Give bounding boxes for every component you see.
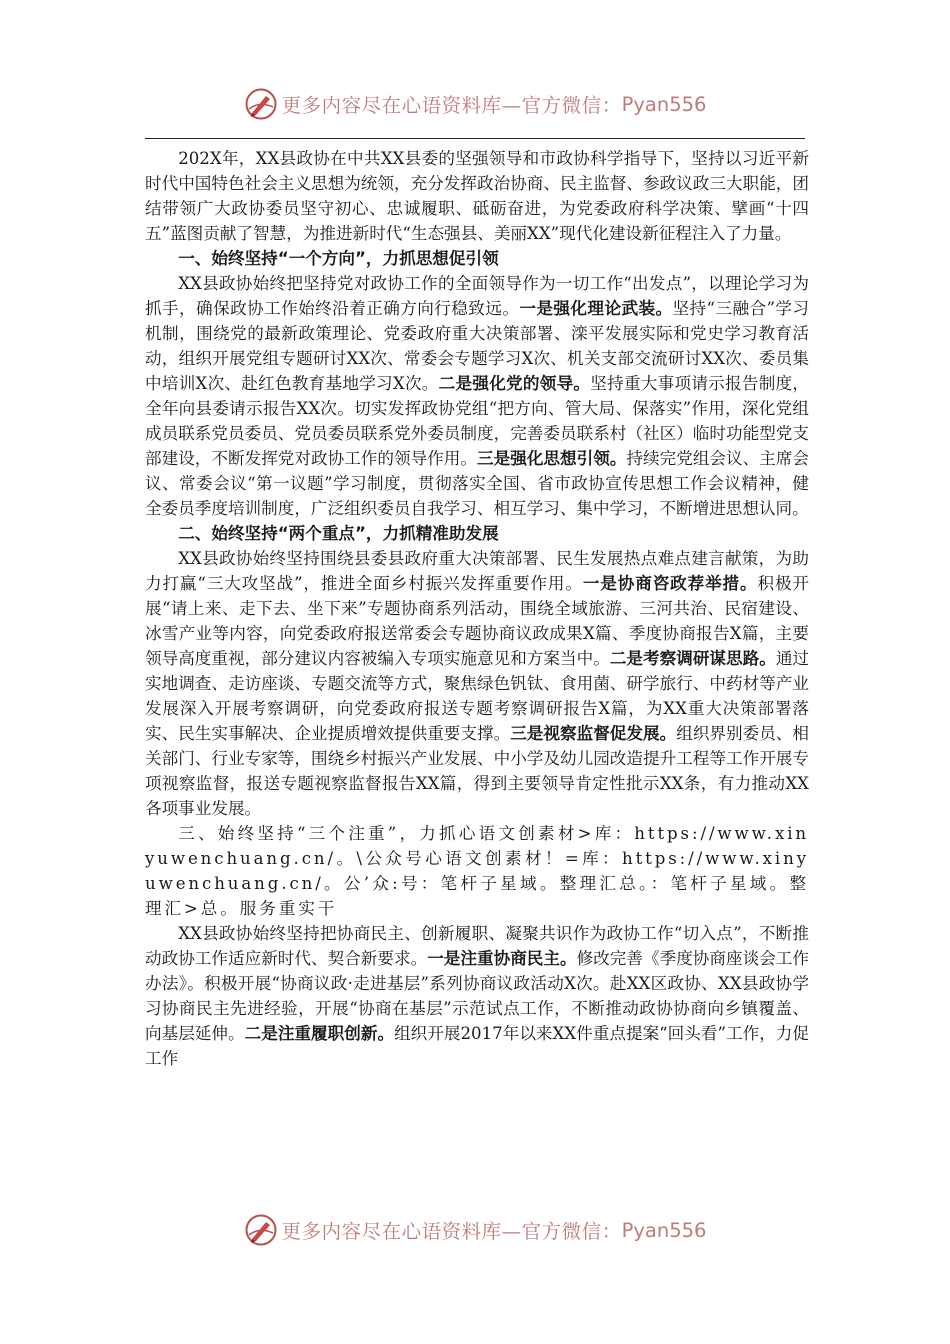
text-run: 积极开展“请上来、走下去、坐下来”专题协商系列活动，围绕全域旅游、三河共治、民宿建设、冰雪产业等内容，向党委政府报送常委会专题协商议政成果X篇、季度协商报告X篇，主要领导高度重视，部分建议内容被编入专项实施意见和方案当中。 [145,574,810,668]
text-run: 持续完党组会议、主席会议、常委会议“第一议题”学习制度，贯彻落实全国、省市政协宣传思想工作会议精神，健全委员季度培训制度，广泛组织委员自我学习、相互学习、集中学习，不断增进思想认同。 [145,449,810,518]
bold-point: 三是视察监督促发展。 [510,724,677,743]
watermark-id: Pyan556 [621,1218,707,1242]
section-3-paragraph [145,921,809,1071]
watermark-id: Pyan556 [621,92,707,116]
header-divider [145,138,805,139]
bold-point: 一是注重协商民主。 [427,949,577,968]
text-run: 修改完善《季度协商座谈会工作办法》。积极开展“协商议政·走进基层”系列协商议政活动X次。赴XX区政协、XX县政协学习协商民主先进经验，开展“协商在基层”示范试点工作，不断推动政协协商向乡镇覆盖、向基层延伸。 [145,949,810,1043]
page-footer-watermark [0,1208,950,1252]
intro-paragraph: 202X年，XX县政协在中共XX县委的坚强领导和市政协科学指导下，坚持以习近平新时代中国特色社会主义思想为统领，充分发挥政治协商、民主监督、参政议政三大职能，团结带领广大政协委员坚守初心、忠诚履职、砥砺奋进，为党委政府科学决策、擘画“十四五”蓝图贡献了智慧，为推进新时代“生态强县、美丽XX”现代化建设新征程注入了力量。 [145,149,809,243]
section-2-paragraph [145,546,809,821]
text-run: 通过实地调查、走访座谈、专题交流等方式，聚焦绿色钒钛、食用菌、研学旅行、中药材等产业发展深入开展考察调研，向党委政府报送专题考察调研报告X篇，为XX重大决策部署落实、民生实事解决、企业提质增效提供重要支撑。 [145,649,810,743]
bold-point: 一是协商咨政荐举措。 [582,574,758,593]
page-header-watermark [0,82,950,126]
text-run: 坚持重大事项请示报告制度，全年向县委请示报告XX次。切实发挥政协党组“把方向、管大局、保落实”作用，深化党组成员联系党员委员、党员委员联系党外委员制度，完善委员联系村（社区）临时功能型党支部建设，不断发挥党对政协工作的领导作用。 [145,374,809,468]
pen-logo-icon [244,87,278,121]
bold-point: 三是强化思想引领。 [477,449,627,468]
bold-point: 一是强化理论武装。 [519,299,673,318]
section-heading-1: 一、始终坚持“一个方向”，力抓思想促引领 [178,249,499,268]
section-heading-2: 二、始终坚持“两个重点”，力抓精准助发展 [178,524,499,543]
document-body [145,146,809,1071]
watermark-text: 更多内容尽在心语资料库—官方微信： [281,94,622,117]
bold-point: 二是强化党的领导。 [438,374,591,393]
text-run: XX县政协始终坚持把协商民主、创新履职、凝聚共识作为政协工作“切入点”，不断推动政协工作适应新时代、契合新要求。 [145,924,809,968]
bold-point: 二是考察调研谋思路。 [609,649,776,668]
bold-point: 二是注重履职创新。 [244,1024,395,1043]
section-heading-3-with-ad: 三、始终坚持“三个注重”，力抓心语文创素材>库：https://www.xinyuwenchuang.cn/。\公众号心语文创素材！=库：https://www.xinyuwenchuang.cn/。公’众:号：笔杆子星域。整理汇总。：笔杆子星域。整理汇>总。服务重实干 [145,824,809,918]
pen-logo-icon [244,1213,278,1247]
section-1-paragraph [145,271,809,521]
text-run: 组织界别委员、相关部门、行业专家等，围绕乡村振兴产业发展、中小学及幼儿园改造提升工程等工作开展专项视察监督，报送专题视察监督报告XX篇，得到主要领导肯定性批示XX条，有力推动XX各项事业发展。 [145,724,810,818]
text-run: 坚持“三融合”学习机制，围绕党的最新政策理论、党委政府重大决策部署、滦平发展实际和党史学习教育活动，组织开展党组专题研讨XX次、常委会专题学习X次、机关支部交流研讨XX次、委员集中培训X次、赴红色教育基地学习X次。 [145,299,810,393]
watermark-text: 更多内容尽在心语资料库—官方微信： [281,1220,622,1243]
text-run: XX县政协始终坚持围绕县委县政府重大决策部署、民生发展热点难点建言献策，为助力打赢“三大攻坚战”，推进全面乡村振兴发挥重要作用。 [145,549,809,593]
text-run: 组织开展2017年以来XX件重点提案“回头看”工作，力促工作 [145,1024,809,1068]
text-run: XX县政协始终把坚持党对政协工作的全面领导作为一切工作“出发点”，以理论学习为抓手，确保政协工作始终沿着正确方向行稳致远。 [145,274,809,318]
